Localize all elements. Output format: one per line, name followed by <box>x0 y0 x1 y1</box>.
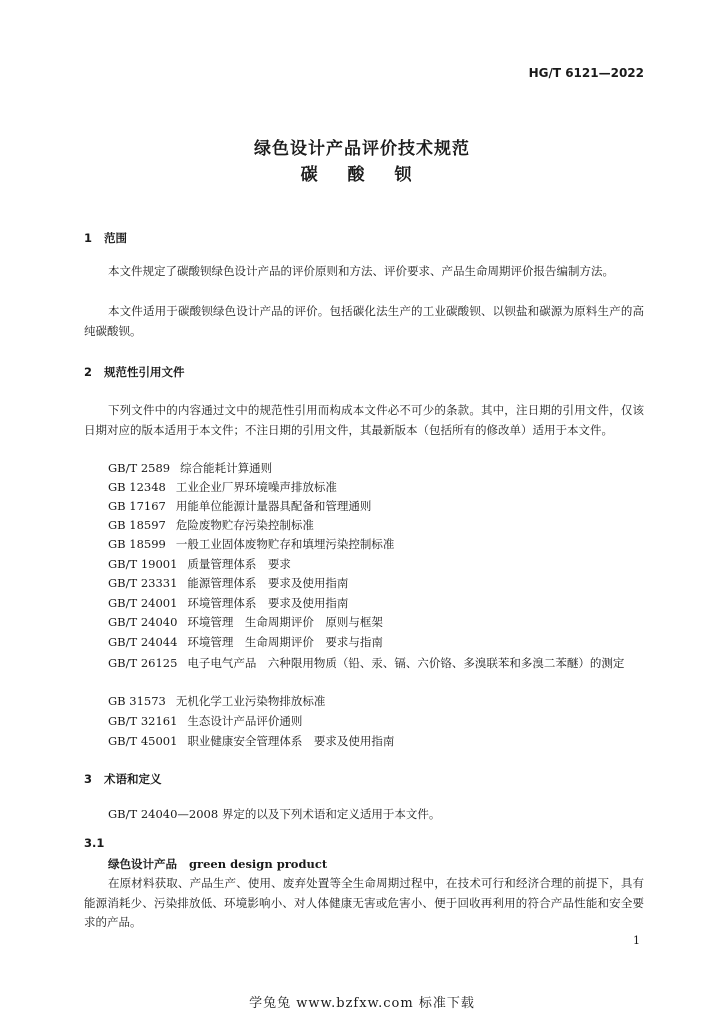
reference-code: GB/T 19001 <box>108 557 178 571</box>
reference-item <box>108 712 302 732</box>
document-title: 绿色设计产品评价技术规范 <box>254 139 470 159</box>
section-3-intro: GB/T 24040—2008 界定的以及下列术语和定义适用于本文件。 <box>108 807 441 821</box>
section-number: 1 <box>84 231 93 245</box>
section-number: 3 <box>84 772 93 786</box>
reference-title: 危险废物贮存污染控制标准 <box>175 518 314 532</box>
reference-item <box>108 633 383 653</box>
section-2-heading <box>84 364 185 380</box>
reference-code: GB 12348 <box>108 480 166 494</box>
reference-title: 用能单位能源计量器具配备和管理通则 <box>175 499 372 513</box>
reference-item <box>108 459 272 479</box>
standard-number: HG/T 6121—2022 <box>528 66 644 80</box>
reference-code: GB 18599 <box>108 537 166 551</box>
reference-code: GB/T 23331 <box>108 576 178 590</box>
reference-item <box>108 535 394 555</box>
reference-title: 生态设计产品评价通则 <box>187 714 303 728</box>
reference-title: 电子电气产品 六种限用物质（铅、汞、镉、六价铬、多溴联苯和多溴二苯醚）的测定 <box>187 656 625 670</box>
section-3-heading <box>84 771 162 787</box>
reference-code: GB/T 24001 <box>108 596 178 610</box>
reference-title: 工业企业厂界环境噪声排放标准 <box>175 480 337 494</box>
section-title: 规范性引用文件 <box>104 365 185 379</box>
subsection-3-1-number: 3.1 <box>84 836 105 850</box>
reference-title: 环境管理 生命周期评价 原则与框架 <box>187 615 383 629</box>
reference-title: 无机化学工业污染物排放标准 <box>175 694 326 708</box>
reference-title: 质量管理体系 要求 <box>187 557 291 571</box>
reference-title: 职业健康安全管理体系 要求及使用指南 <box>187 734 395 748</box>
reference-title: 环境管理 生命周期评价 要求与指南 <box>187 635 383 649</box>
term-chinese: 绿色设计产品 <box>108 857 177 871</box>
section-1-heading <box>84 230 127 246</box>
page-number: 1 <box>633 934 640 947</box>
reference-code: GB/T 2589 <box>108 461 171 475</box>
reference-code: GB 17167 <box>108 499 166 513</box>
document-subtitle: 碳 酸 钡 <box>300 165 424 185</box>
reference-item <box>108 497 371 517</box>
reference-item <box>108 692 325 712</box>
reference-code: GB/T 26125 <box>108 656 178 670</box>
reference-item <box>108 478 337 498</box>
section-number: 2 <box>84 365 93 379</box>
reference-title: 一般工业固体废物贮存和填埋污染控制标准 <box>175 537 395 551</box>
section-2-intro: 下列文件中的内容通过文中的规范性引用而构成本文件必不可少的条款。其中，注日期的引用文件，仅该日期对应的版本适用于本文件；不注日期的引用文件，其最新版本（包括所有的修改单）适用于本文件。 <box>84 403 644 437</box>
term-definition: 在原材料获取、产品生产、使用、废弃处置等全生命周期过程中，在技术可行和经济合理的前提下，具有能源消耗少、污染排放低、环境影响小、对人体健康无害或危害小、便于回收再利用的符合产品性能和安全要求的产品。 <box>84 876 644 929</box>
reference-item-long <box>84 654 644 674</box>
reference-code: GB/T 24040 <box>108 615 178 629</box>
section-1-paragraph-2: 本文件适用于碳酸钡绿色设计产品的评价。包括碳化法生产的工业碳酸钡、以钡盐和碳源为原料生产的高纯碳酸钡。 <box>84 304 644 338</box>
term-english: green design product <box>189 857 328 871</box>
reference-code: GB/T 45001 <box>108 734 178 748</box>
reference-code: GB/T 32161 <box>108 714 178 728</box>
term-heading <box>108 856 327 872</box>
section-1-paragraph-1: 本文件规定了碳酸钡绿色设计产品的评价原则和方法、评价要求、产品生命周期评价报告编制方法。 <box>108 264 614 278</box>
reference-title: 综合能耗计算通则 <box>180 461 273 475</box>
reference-item <box>108 732 394 752</box>
reference-code: GB 18597 <box>108 518 166 532</box>
reference-item <box>108 594 348 614</box>
reference-item <box>108 516 314 536</box>
reference-code: GB 31573 <box>108 694 166 708</box>
section-title: 术语和定义 <box>104 772 162 786</box>
footer-watermark: 学兔兔 www.bzfxw.com 标准下载 <box>249 996 475 1011</box>
reference-item <box>108 555 291 575</box>
reference-code: GB/T 24044 <box>108 635 178 649</box>
section-title: 范围 <box>104 231 127 245</box>
reference-title: 能源管理体系 要求及使用指南 <box>187 576 349 590</box>
reference-item <box>108 613 383 633</box>
reference-title: 环境管理体系 要求及使用指南 <box>187 596 349 610</box>
reference-item <box>108 574 348 594</box>
